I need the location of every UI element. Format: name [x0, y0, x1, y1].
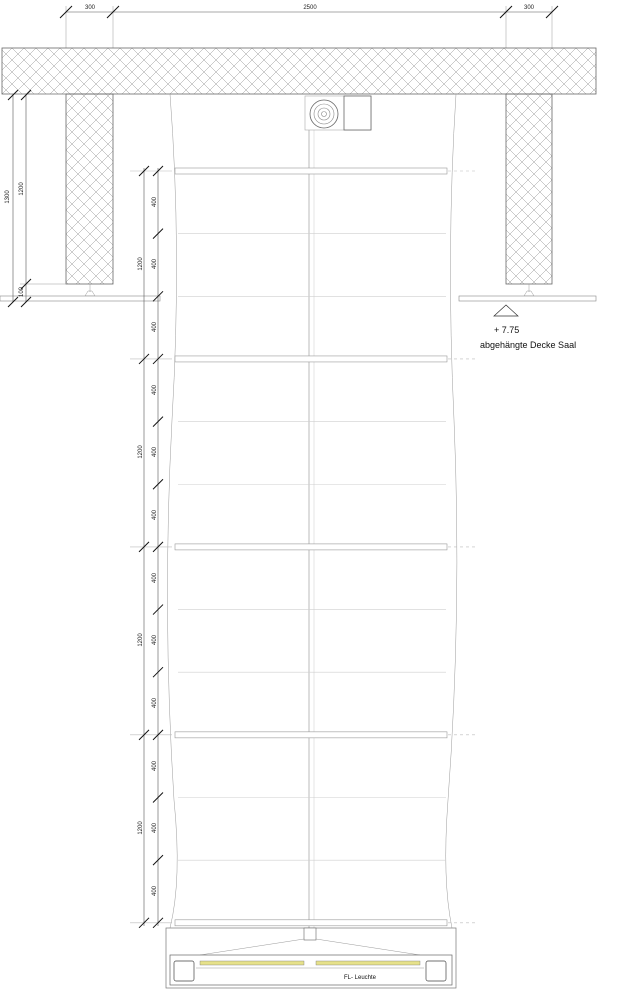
fluorescent-tube-left — [200, 961, 304, 965]
batten-rail — [175, 168, 447, 174]
end-cap-right-icon — [426, 961, 446, 981]
sub-label-2: 400 — [152, 258, 158, 270]
module-label-1: 1200 — [138, 257, 144, 271]
batten-rail — [175, 920, 447, 926]
sub-label-4: 400 — [152, 384, 158, 396]
sub-label-9: 400 — [152, 697, 158, 709]
left-dimension-chain — [5, 90, 66, 307]
top-dimension-chain — [60, 5, 558, 48]
sub-label-12: 400 — [152, 885, 158, 897]
level-marker-icon — [494, 305, 518, 316]
dim-right-width: 300 — [523, 5, 535, 11]
sub-label-7: 400 — [152, 572, 158, 584]
sub-label-11: 400 — [152, 822, 158, 834]
sub-label-3: 400 — [152, 321, 158, 333]
luminaire — [166, 928, 456, 988]
batten-rail — [175, 356, 447, 362]
dim-height-column: 1200 — [19, 182, 25, 196]
sub-label-1: 400 — [152, 196, 158, 208]
batten-rail — [175, 732, 447, 738]
end-cap-left-icon — [174, 961, 194, 981]
batten-rail — [175, 544, 447, 550]
horizontal-fold-lines — [175, 168, 447, 926]
module-label-3: 1200 — [138, 633, 144, 647]
vertical-panel — [167, 94, 456, 928]
sub-label-5: 400 — [152, 446, 158, 458]
sub-label-6: 400 — [152, 509, 158, 521]
level-description: abgehängte Decke Saal — [480, 340, 577, 350]
dim-height-ceiling: 100 — [19, 286, 25, 298]
dim-left-width: 300 — [84, 5, 96, 11]
sub-label-8: 400 — [152, 634, 158, 646]
sub-label-10: 400 — [152, 760, 158, 772]
suspended-ceiling — [0, 296, 596, 316]
luminaire-label: FL- Leuchte — [343, 975, 377, 981]
dim-height-total: 1300 — [5, 190, 11, 204]
module-label-2: 1200 — [138, 445, 144, 459]
hanger-clip-icon — [304, 928, 316, 940]
module-label-4: 1200 — [138, 821, 144, 835]
level-value: + 7.75 — [494, 325, 520, 335]
fluorescent-tube-right — [316, 961, 420, 965]
dim-span: 2500 — [303, 5, 317, 11]
